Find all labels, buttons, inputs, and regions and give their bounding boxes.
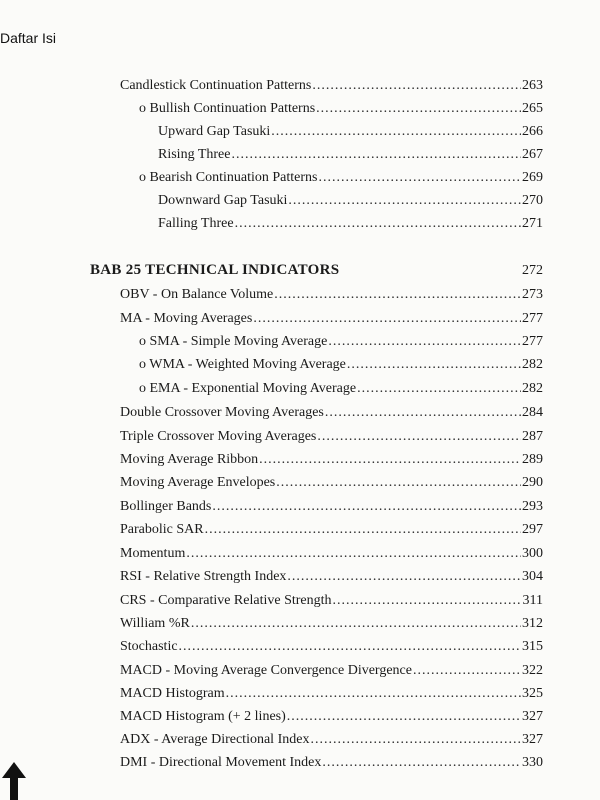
chapter-title: BAB 25 TECHNICAL INDICATORS: [90, 262, 340, 278]
toc-entry[interactable]: [120, 310, 543, 328]
chapter-page: 272: [522, 263, 543, 278]
toc-entry-label: o EMA - Exponential Moving Average: [139, 381, 357, 396]
toc-entry-page: 284: [522, 405, 543, 420]
toc-entry[interactable]: [120, 545, 543, 563]
toc-entry-label: CRS - Comparative Relative Strength: [120, 593, 332, 608]
toc-entry-label: Momentum: [120, 546, 186, 561]
toc-entry[interactable]: [158, 192, 543, 210]
toc-entry-label: Parabolic SAR: [120, 522, 204, 537]
toc-entry-page: 300: [522, 546, 543, 561]
toc-entry-label: RSI - Relative Strength Index: [120, 569, 287, 584]
toc-leader-dots: [212, 498, 521, 516]
toc-entry-page: 304: [522, 569, 543, 584]
toc-leader-dots: [287, 568, 521, 586]
toc-entry-label: o Bearish Continuation Patterns: [139, 170, 318, 185]
toc-entry[interactable]: [120, 568, 543, 586]
toc-entry-label: Double Crossover Moving Averages: [120, 405, 324, 420]
toc-leader-dots: [317, 428, 521, 446]
toc-entry-page: 312: [522, 616, 543, 631]
toc-entry-page: 271: [522, 216, 543, 231]
toc-entry-label: o SMA - Simple Moving Average: [139, 334, 328, 349]
toc-leader-dots: [413, 662, 521, 680]
toc-leader-dots: [186, 545, 521, 563]
toc-leader-dots: [318, 169, 521, 187]
toc-leader-dots: [357, 380, 521, 398]
toc-entry[interactable]: [139, 356, 543, 374]
toc-entry-label: OBV - On Balance Volume: [120, 287, 274, 302]
toc-entry-page: 273: [522, 287, 543, 302]
toc-entry-page: 325: [522, 686, 543, 701]
toc-entry-label: Candlestick Continuation Patterns: [120, 78, 312, 93]
toc-leader-dots: [328, 333, 521, 351]
toc-entry[interactable]: [120, 754, 543, 772]
toc-entry[interactable]: [139, 100, 543, 118]
toc-leader-dots: [205, 521, 521, 539]
toc-entry[interactable]: [120, 685, 543, 703]
toc-leader-dots: [235, 215, 521, 233]
toc-entry-label: MACD - Moving Average Convergence Divergence: [120, 663, 412, 678]
toc-leader-dots: [231, 146, 521, 164]
toc-entry-label: Upward Gap Tasuki: [158, 124, 271, 139]
toc-entry-label: Bollinger Bands: [120, 499, 212, 514]
toc-entry-label: o WMA - Weighted Moving Average: [139, 357, 346, 372]
toc-leader-dots: [191, 615, 521, 633]
toc-entry[interactable]: [120, 286, 543, 304]
toc-leader-dots: [276, 474, 521, 492]
toc-entry-label: MA - Moving Averages: [120, 311, 253, 326]
toc-entry-page: 290: [522, 475, 543, 490]
toc-entry[interactable]: [120, 451, 543, 469]
toc-entry-label: MACD Histogram (+ 2 lines): [120, 709, 286, 724]
toc-entry-page: 327: [522, 709, 543, 724]
toc-entry-label: Downward Gap Tasuki: [158, 193, 288, 208]
toc-entry[interactable]: [120, 662, 543, 680]
toc-entry-label: Moving Average Envelopes: [120, 475, 276, 490]
toc-leader-dots: [287, 708, 521, 726]
toc-entry-label: Moving Average Ribbon: [120, 452, 259, 467]
toc-leader-dots: [226, 685, 521, 703]
toc-entry-page: 289: [522, 452, 543, 467]
toc-leader-dots: [325, 404, 521, 422]
toc-entry[interactable]: [120, 615, 543, 633]
toc-entry-page: 270: [522, 193, 543, 208]
toc-entry[interactable]: [120, 77, 543, 95]
toc-entry[interactable]: [120, 592, 543, 610]
toc-entry-label: MACD Histogram: [120, 686, 225, 701]
toc-entry-label: DMI - Directional Movement Index: [120, 755, 322, 770]
toc-entry[interactable]: [158, 215, 543, 233]
toc-entry-label: William %R: [120, 616, 190, 631]
toc-entry-label: o Bullish Continuation Patterns: [139, 101, 316, 116]
toc-leader-dots: [288, 192, 521, 210]
toc-leader-dots: [322, 754, 521, 772]
up-arrow-icon[interactable]: [2, 762, 26, 800]
toc-entry[interactable]: [139, 333, 543, 351]
toc-entry[interactable]: [139, 380, 543, 398]
toc-entry-page: 265: [522, 101, 543, 116]
toc-entry-label: Falling Three: [158, 216, 234, 231]
toc-leader-dots: [179, 638, 521, 656]
toc-entry-label: Stochastic: [120, 639, 178, 654]
toc-leader-dots: [274, 286, 521, 304]
toc-entry-label: Rising Three: [158, 147, 231, 162]
toc-entry-page: 330: [522, 755, 543, 770]
toc-entry[interactable]: [158, 146, 543, 164]
toc-entry-page: 311: [522, 593, 543, 608]
toc-entry-page: 263: [522, 78, 543, 93]
toc-entry-page: 287: [522, 429, 543, 444]
toc-entry-page: 327: [522, 732, 543, 747]
toc-entry[interactable]: [120, 428, 543, 446]
toc-entry[interactable]: [120, 708, 543, 726]
toc-leader-dots: [316, 100, 521, 118]
toc-entry-page: 282: [522, 357, 543, 372]
toc-leader-dots: [312, 77, 521, 95]
toc-entry-page: 297: [522, 522, 543, 537]
toc-entry-page: 293: [522, 499, 543, 514]
toc-leader-dots: [333, 592, 522, 610]
toc-entry[interactable]: [120, 731, 543, 749]
toc-entry-page: 277: [522, 311, 543, 326]
toc-entry[interactable]: [120, 404, 543, 422]
toc-entry[interactable]: [120, 498, 543, 516]
toc-entry[interactable]: [120, 474, 543, 492]
toc-entry[interactable]: [158, 123, 543, 141]
chapter-heading[interactable]: [90, 261, 543, 280]
toc-entry-page: 282: [522, 381, 543, 396]
toc-entry-page: 315: [522, 639, 543, 654]
toc-entry[interactable]: [139, 169, 543, 187]
toc-entry-page: 269: [522, 170, 543, 185]
toc-leader-dots: [310, 731, 521, 749]
toc-leader-dots: [347, 356, 521, 374]
toc-entry[interactable]: [120, 638, 543, 656]
page-header-title: Daftar Isi: [0, 30, 57, 46]
toc-entry-page: 277: [522, 334, 543, 349]
toc-entry-label: Triple Crossover Moving Averages: [120, 429, 317, 444]
toc-entry[interactable]: [120, 521, 543, 539]
toc-entry-page: 267: [522, 147, 543, 162]
toc-leader-dots: [253, 310, 521, 328]
toc-entry-label: ADX - Average Directional Index: [120, 732, 310, 747]
toc-entry-page: 322: [522, 663, 543, 678]
toc-leader-dots: [259, 451, 521, 469]
toc-leader-dots: [271, 123, 521, 141]
toc-entry-page: 266: [522, 124, 543, 139]
